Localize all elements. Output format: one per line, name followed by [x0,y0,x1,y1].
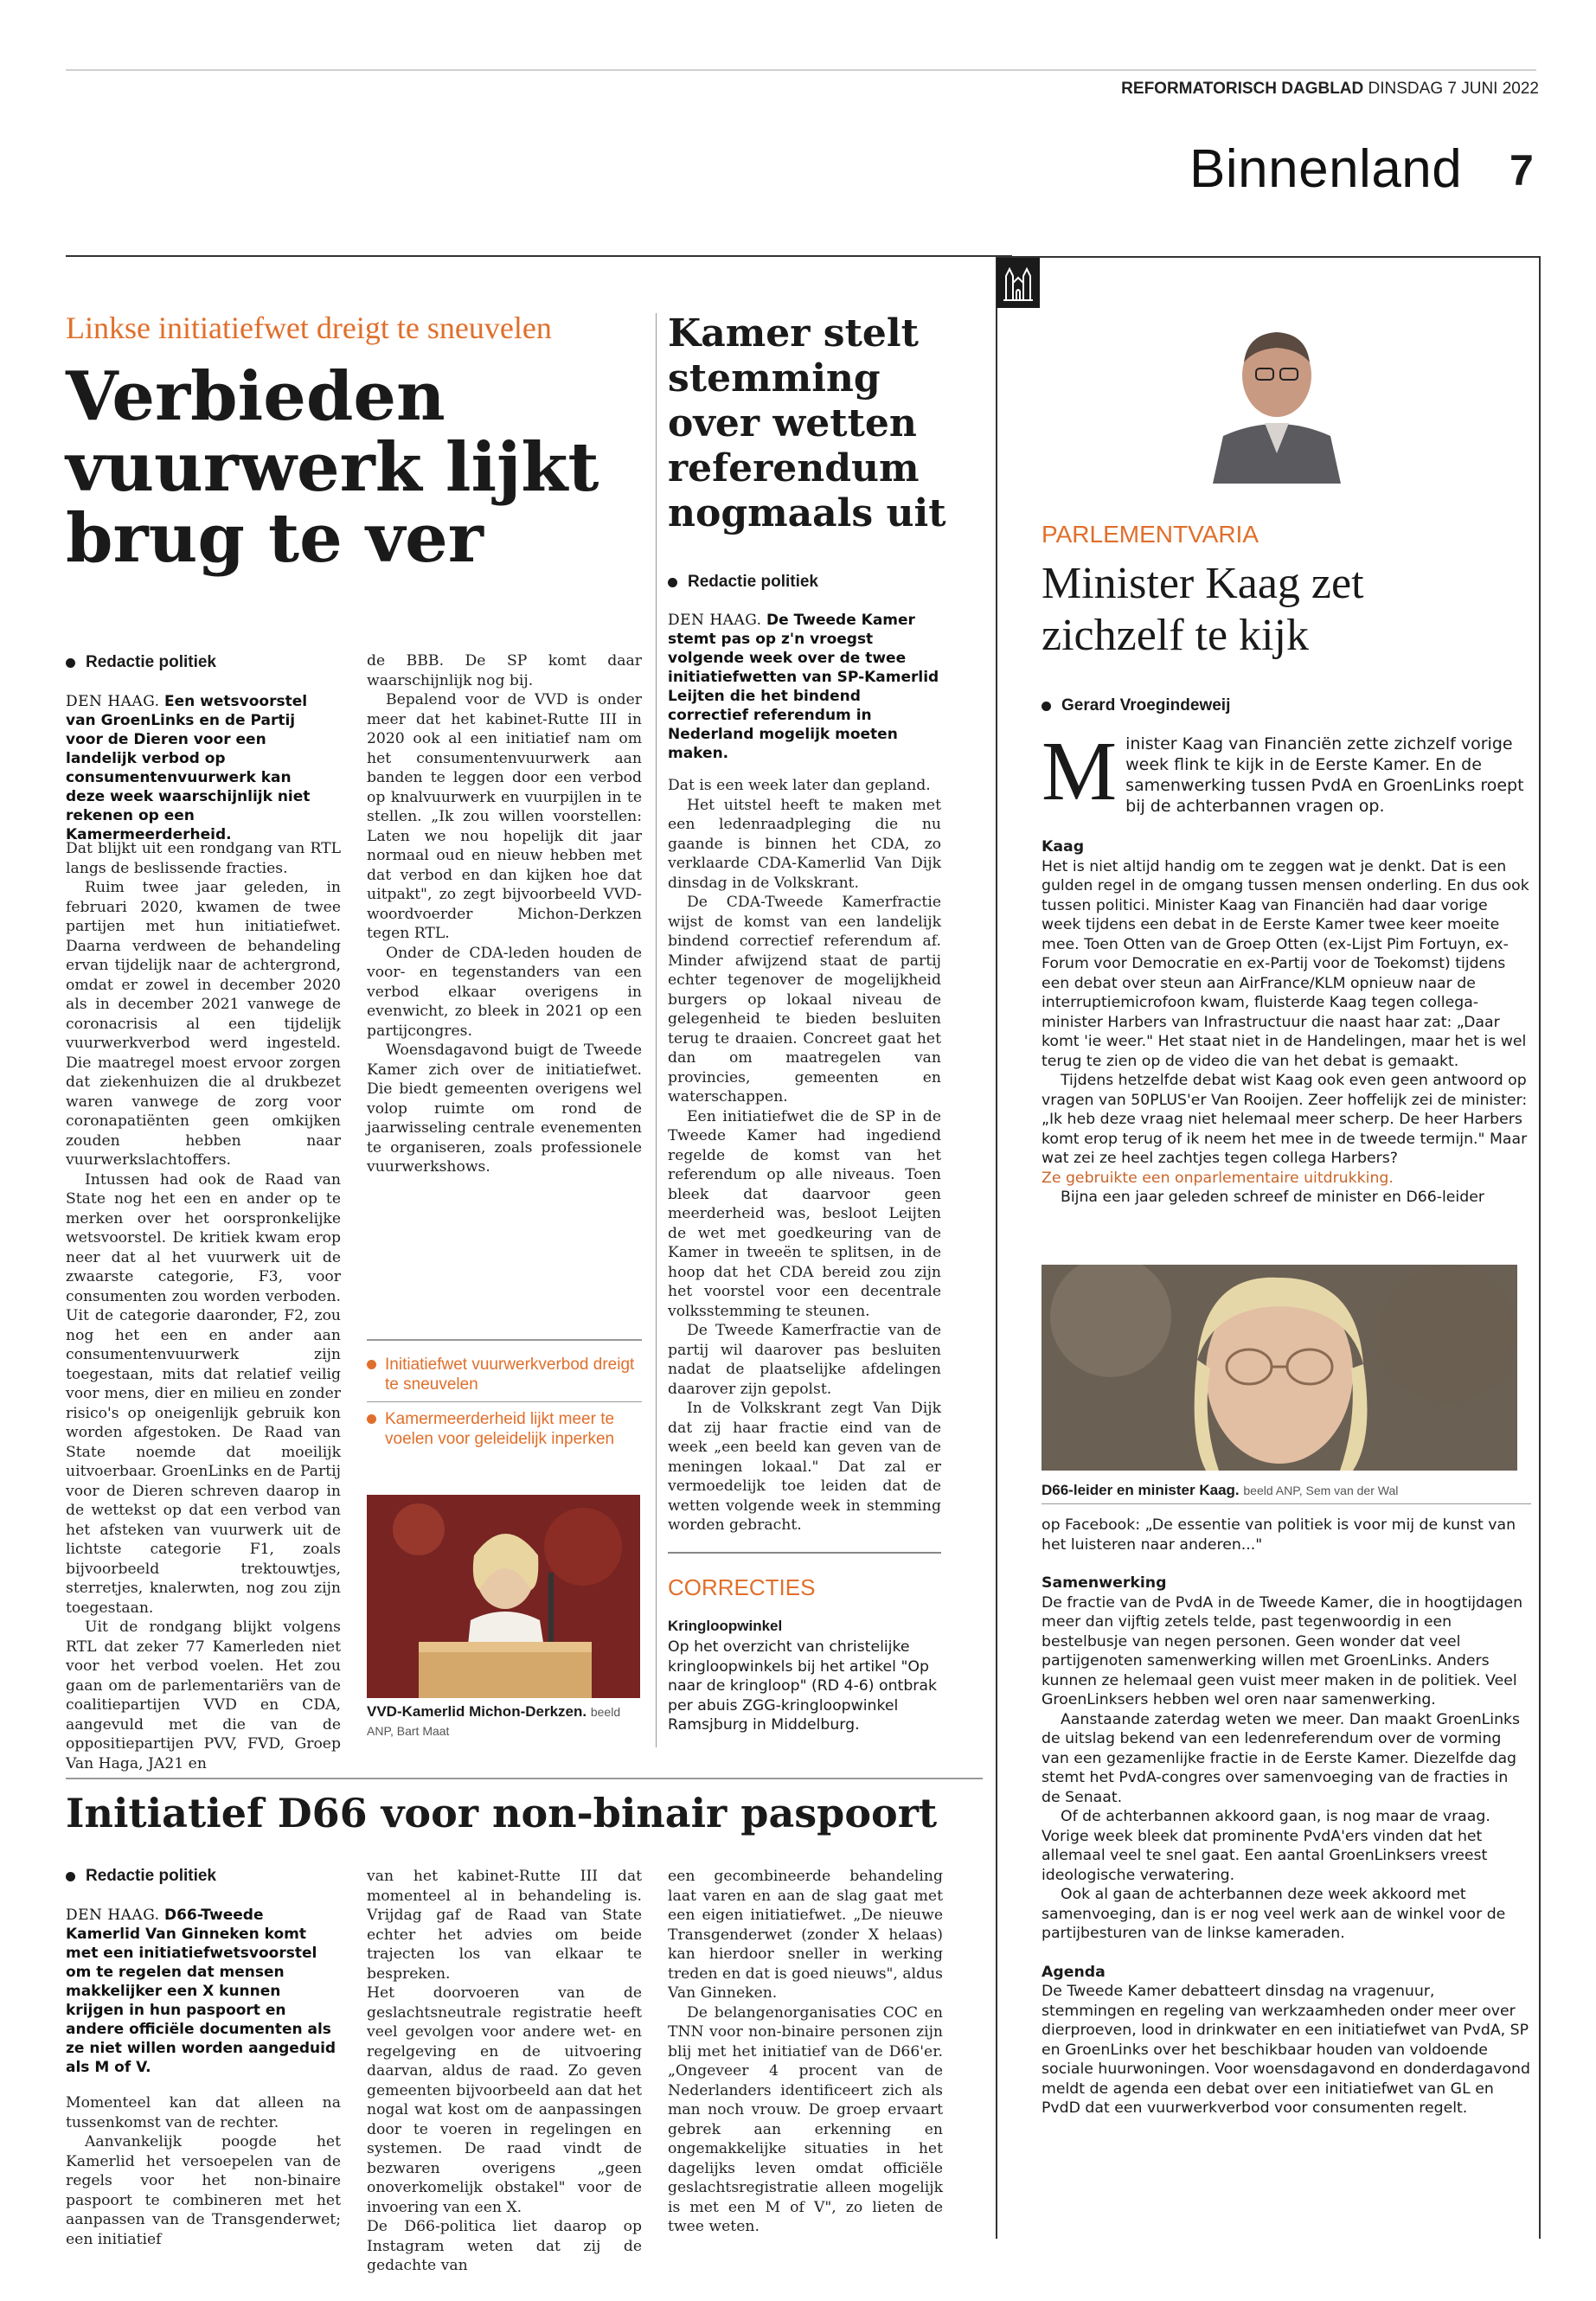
divider [367,1401,642,1402]
article1-caption [367,1702,642,1740]
paragraph: De belangenorganisaties COC en TNN voor non-binaire personen zijn blij met het initiatief van de D66'er. „Ongeveer 4 procent van de Nederlanders identificeert zich als man noch vrouw. De groep ervaart gebrek aan erkenning en ongemakkelijke situaties in het dagelijks leven omdat officiële geslachtsregistratie alleen mogelijk is met een M of V", zo lieten de twee weten. [668,2003,943,2235]
corrections-subhead: Kringloopwinkel [668,1618,783,1634]
article1-intro [66,692,334,844]
masthead [1121,80,1539,99]
corrections-text: Op het overzicht van christelijke kringloopwinkels bij het artikel "Op naar de kringloop" (RD 4-6) ontbrak per abuis ZGG-kringloopwinkel Ramsjburg in Middelburg. [668,1638,938,1734]
column-intro [1042,725,1531,818]
paragraph: Woensdagavond buigt de Tweede Kamer zich over de initiatiefwet. Die biedt gemeenten overigens wel volop ruimte om rond de jaarwisseling centrale evenementen te organiseren, zoals professionele vuurwerkshows. [367,1042,642,1176]
article3-col3 [668,1867,943,2237]
caption-rule [1042,1503,1531,1504]
bullet-icon [668,578,677,587]
paragraph: De Tweede Kamer debatteert dinsdag na vragenuur, stemmingen en regeling van werkzaamheden onder meer over dierproeven, lood in drinkwater en een initiatiefwet van PvdA, SP en GroenLinks over het beschikbaar houden van voldoende sociale huurwoningen. Voor woensdagavond en donderdagavond meldt de agenda een debat over een initiatiefwet van GL en PvdD dat een vuurwerkverbod voor consumenten regelt. [1042,1983,1530,2117]
article3-col2 [367,1867,642,2276]
paragraph: op Facebook: „De essentie van politiek is voor mij de kunst van het luisteren naar anderen..." [1042,1516,1516,1554]
article1-col2 [367,651,642,1177]
bullet-icon [367,1360,376,1369]
intro-text: D66-Tweede Kamerlid Van Ginneken komt met een initiatiefwetsvoorstel om te regelen dat mensen makkelijker een X kunnen krijgen in hun paspoort en andere officiële documenten als ze niet willen worden aangeduid als M of V. [66,1907,337,2076]
paragraph: Of de achterbannen akkoord gaan, is nog maar de vraag. Vorige week bleek dat prominente PvdA'ers vinden dat het allemaal veel te snel gaat. Een aantal GroenLinksers vreest ideologische verwatering. [1042,1808,1490,1884]
paragraph: De CDA-Tweede Kamerfractie wijst de komst van een landelijk bindend correctief referendum af. Minder afwijzend staat de partij echter tegenover de mogelijkheid burgers op lokaal niveau de gelegenheid te bieden besluiten terug te draaien. Concreet gaat het dan om maatregelen van provincies, gemeenten en waterschappen. [668,894,941,1106]
paragraph: Het doorvoeren van de geslachtsneutrale registratie heeft veel gevolgen voor andere wet- en regelgeving en de uitvoering daarvan, aldus de raad. Zo geven gemeenten bijvoorbeeld aan dat het nogal wat kost om de aanpassingen door te voeren in regelingen en systemen. De raad vindt de bezwaren overigens „geen onoverkomelijk obstakel" voor de invoering van een X. [367,1984,642,2216]
column-headline: Minister Kaag zet zichzelf te kijk [1042,559,1364,660]
photo-credit: beeld ANP, Bart Maat [367,1705,621,1738]
portrait-illustration [1204,315,1349,484]
article3-rule [66,1778,983,1779]
dateline: DEN HAAG. [66,693,160,710]
paragraph: Het uitstel heeft te maken met een ledenraadpleging die nu gaande is binnen het CDA, zo verklaarde CDA-Kamerlid Van Dijk dinsdag in de Volkskrant. [668,796,941,892]
paragraph: Onder de CDA-leden houden de voor- en tegenstanders van een verbod elkaar overigens in evenwicht, zo bleek in 2021 op een partijcongres. [367,944,642,1040]
article2-body [668,776,941,1535]
paragraph: Dat blijkt uit een rondgang van RTL langs de beslissende fracties. [66,840,341,877]
bullet-icon [1042,702,1051,711]
article2-byline [668,573,818,592]
photo-illustration [367,1495,640,1698]
page-number: 7 [1509,146,1534,195]
dateline: DEN HAAG. [668,612,762,629]
article3-intro [66,1906,341,2077]
photo-illustration [1042,1265,1517,1471]
paragraph: Aanstaande zaterdag weten we meer. Dan maakt GroenLinks de uitslag bekend van een ledenreferendum over de vorming van een gezamenlijke fractie in de Eerste Kamer. Diezelfde dag stemt het PvdA-congres over samenvoeging van de fracties in de Senaat. [1042,1710,1521,1806]
paragraph: Het is niet altijd handig om te zeggen wat je denkt. Dat is een gulden regel in de omgang tussen mensen onderling. En dus ook tussen politici. Minister Kaag van Financiën had daar vorige week tijdens een debat in de Eerste Kamer twee keer moeite mee. Toen Otten van de Groep Otten (ex-Lijst Pim Fortuyn, ex-Forum voor Democratie en ex-Partij voor de Toekomst) tijdens een debat over steun aan AirFrance/KLM opnieuw naar de interruptiemicrofoon kwam, fluisterde Kaag tegen collega-minister Harbers van Infrastructuur die naast haar zat: „Daar komt 'ie weer." Het staat niet in de Handelingen, maar het is wel terug te zien op de video die van het debat is gemaakt. [1042,857,1529,1070]
author-portrait [1204,315,1349,484]
caption-text: VVD-Kamerlid Michon-Derkzen. [367,1703,587,1720]
related-articles [367,1355,642,1449]
byline-text: Redactie politiek [688,573,818,591]
dateline: DEN HAAG. [66,1907,160,1924]
bullet-icon [367,1414,376,1424]
paragraph: Intussen had ook de Raad van State nog het een en ander op te merken over het oorspronkelijke wetsvoorstel. De kritiek kwam erop neer dat al het vuurwerk uit de zwaarste categorie, F3, voor consumenten zou worden verboden. Uit de categorie daaronder, F2, zou nog het een en ander aan consumentenvuurwerk zijn toegestaan, mits dat relatief veilig voor mens, dier en milieu en zonder risico's op oneigenlijk gebruik kon worden afgestoken. De Raad van State noemde dat moeilijk uitvoerbaar. GroenLinks en de Partij voor de Dieren schreven daarop in de wettekst op dat een verbod van het afsteken van vuurwerk uit de lichtste categorie F1, zoals bijvoorbeeld trektouwtjes, sterretjes, knalerwten, nog zou zijn toegestaan. [66,1170,341,1617]
subhead-kaag: Kaag [1042,838,1085,856]
bullet-icon [66,658,75,668]
column-byline [1042,696,1230,715]
paragraph: De D66-politica liet daarop op Instagram weten dat zij de gedachte van [367,2218,642,2274]
byline-text: Redactie politiek [86,653,216,671]
paragraph: Ruim twee jaar geleden, in februari 2020, kwamen de twee partijen met hun initiatiefwet. Daarna verdween de behandeling ervan tijdelijk naar de achtergrond, omdat er zowel in december 2020 als in december 2021 vanwege de coronacrisis al een tijdelijk vuurwerkverbod werd ingesteld. Die maatregel moest ervoor zorgen dat ziekenhuizen die al drukbezet waren vanwege de zorg voor coronapatiënten geen omkijken zouden hebben naar vuurwerkslachtoffers. [66,879,341,1169]
photo-michon-derkzen [367,1495,640,1698]
paper-name: REFORMATORISCH DAGBLAD [1121,80,1364,98]
column-body-2 [1042,1516,1531,2118]
byline-text: Gerard Vroegindeweij [1061,696,1231,715]
paragraph: een gecombineerde behandeling laat varen en aan de slag gaat met een eigen initiatiefwet. „De nieuwe Transgenderwet (zonder X helaas) kan hierdoor sneller in werking treden en dat is goed nieuws", aldus Van Ginneken. [668,1868,943,2002]
article1-col1 [66,839,341,1773]
column-separator [656,313,657,1747]
byline-text: Redactie politiek [86,1867,216,1885]
article3-col1 [66,2093,341,2249]
church-icon [997,258,1040,308]
article2-headline: Kamer stelt stemming over wetten referendum nogmaals uit [668,311,946,535]
paragraph: Bepalend voor de VVD is onder meer dat het kabinet-Rutte III in 2020 ook al een initiatief nam om het consumentenvuurwerk aan banden te leggen door een verbod op knalvuurwerk en vuurpijlen in te stellen. „Ik zou willen voorstellen: Laten we nou hopelijk dit jaar normaal oud en nieuw hebben met dat verbod en dan kijken hoe dat uitpakt", zo zegt bijvoorbeeld VVD-woordvoerder Michon-Derkzen tegen RTL. [367,691,642,942]
spacer [1042,1554,1531,1574]
corrections-title: CORRECTIES [668,1574,816,1600]
paragraph: Aanvankelijk poogde het Kamerlid het versoepelen van de regels voor het non-binaire paspoort te combineren met het aanpassen van de Transgenderwet; een initiatief [66,2133,341,2248]
photo-credit: beeld ANP, Sem van der Wal [1243,1484,1399,1497]
article3-byline [66,1867,216,1886]
paragraph: van het kabinet-Rutte III dat momenteel al in behandeling is. Vrijdag gaf de Raad van State echter het advies om beide trajecten los van elkaar te bespreken. [367,1868,642,1983]
intro-text: De Tweede Kamer stemt pas op z'n vroegst volgende week over de twee initiatiefwetten van SP-Kamerlid Leijten die het bindend correctief referendum in Nederland mogelijk moeten maken. [668,612,939,762]
related-link[interactable]: Kamermeerderheid lijkt meer te voelen voor geleidelijk inperken [385,1410,615,1448]
caption-text: D66-leider en minister Kaag. [1042,1482,1240,1498]
top-rule [66,69,1536,71]
intro-text: Een wetsvoorstel van GroenLinks en de Partij voor de Dieren voor een landelijk verbod op consumentenvuurwerk kan deze week waarschijnlijk niet rekenen op een Kamermeerderheid. [66,693,311,843]
related-rule [367,1339,642,1341]
paragraph: Dat is een week later dan gepland. [668,777,931,794]
related-item[interactable] [367,1355,642,1394]
bullet-icon [66,1872,75,1881]
paragraph: Bijna een jaar geleden schreef de minister en D66-leider [1061,1189,1484,1206]
article1-headline: Verbieden vuurwerk lijkt brug te ver [66,357,599,578]
corrections-rule [668,1552,941,1554]
article1-kicker: Linkse initiatiefwet dreigt te sneuvelen [66,311,552,345]
paragraph-highlight: Ze gebruikte een onparlementaire uitdrukking. [1042,1169,1394,1187]
intro-text: inister Kaag van Financiën zette zichzelf vorige week flink te kijk in de Eerste Kamer. En de samenwerking tussen PvdA en GroenLinks roept bij de achterbannen vragen op. [1125,734,1524,816]
paragraph: Ook al gaan de achterbannen deze week akkoord met samenvoeging, dan is er nog veel werk aan de winkel voor de partijbesturen van de linkse kameraden. [1042,1886,1506,1942]
church-icon-graphic [1001,264,1035,302]
paragraph: In de Volkskrant zegt Van Dijk dat zij haar fractie eind van de week „een beeld kan geven van de meningen lokaal." Dat zal er vermoedelijk toe leiden dat de wetten volgende week in stemming worden gebracht. [668,1400,941,1534]
paragraph: De Tweede Kamerfractie van de partij wil daarover pas besluiten nadat de plaatselijke afdelingen daarover zijn gepolst. [668,1322,941,1398]
section-title: Binnenland [1189,139,1463,199]
paragraph: de BBB. De SP komt daar waarschijnlijk nog bij. [367,652,642,689]
related-link[interactable]: Initiatiefwet vuurwerkverbod dreigt te sneuvelen [385,1356,635,1394]
column-body-1 [1042,837,1531,1208]
article1-byline [66,653,216,672]
related-item[interactable] [367,1409,642,1449]
subhead-agenda: Agenda [1042,1963,1106,1981]
section-rule [66,255,1012,257]
spacer [1042,1944,1531,1963]
column-caption [1042,1481,1531,1500]
paragraph: Tijdens hetzelfde debat wist Kaag ook even geen antwoord op vragen van 50PLUS'er Van Rooijen. Zeer hoffelijk zei de minister: „Ik heb deze vraag niet helemaal meer scherp. De heer Harbers komt erop terug of ik neem het mee in de tweede termijn." Maar wat zei ze heel zachtjes tegen collega Harbers? [1042,1072,1528,1167]
photo-kaag [1042,1265,1517,1471]
paragraph: Uit de rondgang blijkt volgens RTL dat zeker 77 Kamerleden niet voor het verbod voelen. Het zou gaan om de parlementariërs van de coalitiepartijen VVD en CDA, aangevuld met die van de oppositiepartijen PVV, FVD, Groep Van Haga, JA21 en [66,1618,341,1772]
issue-date: DINSDAG 7 JUNI 2022 [1368,80,1539,98]
column-kicker: PARLEMENTVARIA [1042,521,1259,548]
paragraph: De fractie van de PvdA in de Tweede Kamer, die in hoogtijdagen meer dan vijftig zetels telde, past tegenwoordig in een bestelbusje van negen personen. Geen wonder dat veel partijgenoten samenwerking willen met GroenLinks. Anders kunnen ze helemaal geen vuist meer maken in de politiek. Veel GroenLinksers hebben wel oren naar samenwerking. [1042,1593,1523,1708]
paragraph: Een initiatiefwet die de SP in de Tweede Kamer had ingediend regelde de komst van het referendum op alle niveaus. Toen bleek dat daarvoor geen meerderheid was, besloot Leijten de wet met goedkeuring van de Kamer in tweeën te splitsen, in de hoop dat het CDA bereid zou zijn het voorstel voor een decentrale volksstemming te steunen. [668,1107,941,1320]
dropcap: M [1042,725,1118,818]
subhead-samenwerking: Samenwerking [1042,1574,1167,1592]
paragraph: Momenteel kan dat alleen na tussenkomst van de rechter. [66,2094,341,2131]
article3-headline: Initiatief D66 voor non-binair paspoort [66,1790,938,1836]
article2-intro [668,611,943,763]
